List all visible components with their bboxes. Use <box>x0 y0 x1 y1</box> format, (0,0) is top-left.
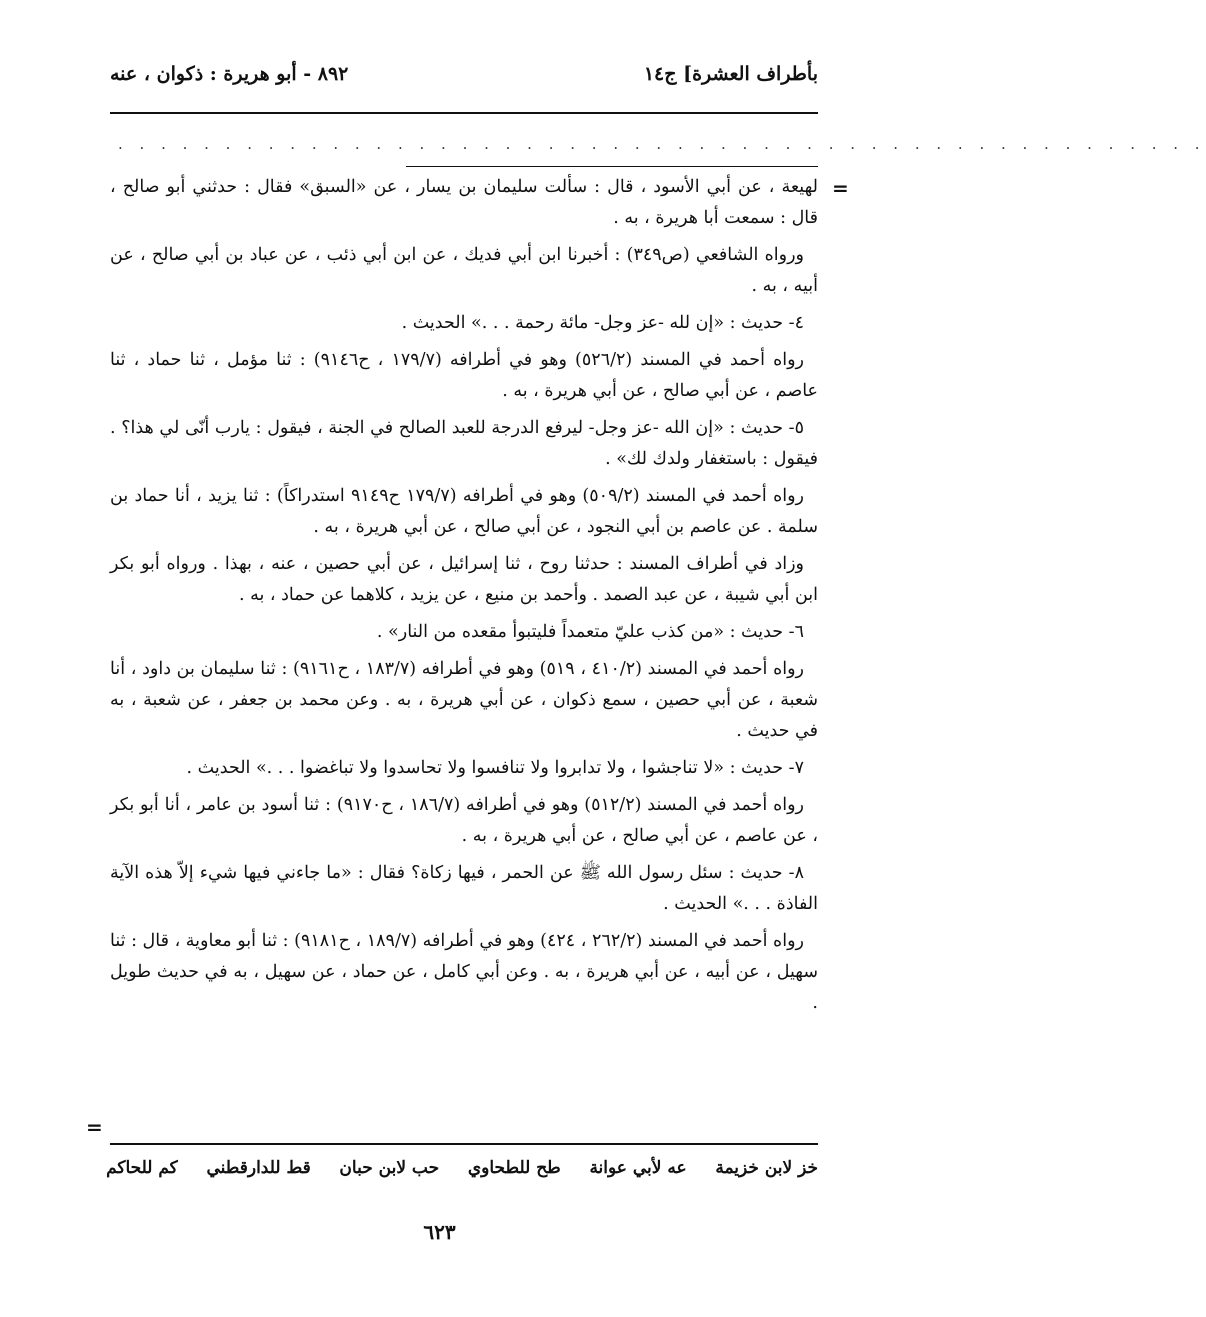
header-left-title: ٨٩٢ - أبو هريرة : ذكوان ، عنه <box>110 63 349 85</box>
continuation-mark-top: = <box>832 176 849 200</box>
paragraph-narration: رواه أحمد في المسند (٥٠٩/٢) وهو في أطرافه (١٧٩/٧ ح٩١٤٩ استدراكاً) : ثنا يزيد ، أنا حماد بن سلمة . عن عاصم بن أبي النجود ، عن أبي صالح ، عن أبي هريرة ، به . <box>110 486 818 537</box>
paragraph-narration: رواه أحمد في المسند (٢٦٢/٢ ، ٤٢٤) وهو في أطرافه (١٨٩/٧ ، ح٩١٨١) : ثنا أبو معاوية ، قال : ثنا سهيل ، عن أبيه ، عن أبي هريرة ، به . وعن أبي كامل ، عن حماد ، عن سهيل ، به في حديث طويل . <box>110 931 818 1013</box>
paragraph-narration: رواه أحمد في المسند (٤١٠/٢ ، ٥١٩) وهو في أطرافه (١٨٣/٧ ، ح٩١٦١) : ثنا سليمان بن داود ، أنا شعبة ، عن أبي حصين ، سمع ذكوان ، عن أبي هريرة ، به . وعن محمد بن جعفر ، عن شعبة ، به في حديث . <box>110 659 818 741</box>
main-text <box>110 172 818 1025</box>
continuation-mark-bottom: = <box>86 1115 103 1139</box>
running-header <box>110 54 818 94</box>
omission-dots: . . . . . . . . . . . . . . . . . . . . . . . . . . . . . . . . . . . . . . . . . . . . . . . . . . . <box>118 135 1206 153</box>
header-divider <box>110 112 818 114</box>
legend-item: طح للطحاوي <box>467 1158 561 1178</box>
hadith-heading-4: ٤- حديث : «إن لله -عز وجل- مائة رحمة . . .» الحديث . <box>401 313 804 333</box>
page-number: ٦٢٣ <box>423 1220 456 1244</box>
hadith-heading-8: ٨- حديث : سئل رسول الله ﷺ عن الحمر ، فيها زكاة؟ فقال : «ما جاءني فيها شيء إلاّ هذه الآية الفاذة . . .» الحديث . <box>110 863 818 914</box>
continuation-rule <box>406 166 818 167</box>
paragraph-narration: رواه أحمد في المسند (٥١٢/٢) وهو في أطرافه (١٨٦/٧ ، ح٩١٧٠) : ثنا أسود بن عامر ، أنا أبو بكر ، عن عاصم ، عن أبي صالح ، عن أبي هريرة ، به . <box>110 795 818 846</box>
legend-item: حب لابن حبان <box>339 1158 440 1178</box>
legend-item: عه لأبي عوانة <box>589 1158 687 1178</box>
header-right-title: بأطراف العشرة] ج١٤ <box>643 63 818 85</box>
hadith-heading-6: ٦- حديث : «من كذب عليّ متعمداً فليتبوأ مقعده من النار» . <box>376 622 804 642</box>
legend-item: خز لابن خزيمة <box>715 1158 818 1178</box>
paragraph-narration: وزاد في أطراف المسند : حدثنا روح ، ثنا إسرائيل ، عن أبي حصين ، عنه ، بهذا . ورواه أبو بكر ابن أبي شيبة ، عن عبد الصمد . وأحمد بن منيع ، عن يزيد ، كلاهما عن حماد ، به . <box>110 554 818 605</box>
hadith-heading-5: ٥- حديث : «إن الله -عز وجل- ليرفع الدرجة للعبد الصالح في الجنة ، فيقول : يارب أنّى لي هذا؟ . فيقول : باستغفار ولدك لك» . <box>110 418 818 469</box>
abbreviation-legend <box>106 1158 818 1188</box>
hadith-heading-7: ٧- حديث : «لا تناجشوا ، ولا تدابروا ولا تنافسوا ولا تحاسدوا ولا تباغضوا . . .» الحديث . <box>186 758 804 778</box>
legend-item: كم للحاكم <box>106 1158 178 1178</box>
paragraph-narration: ورواه الشافعي (ص٣٤٩) : أخبرنا ابن أبي فديك ، عن ابن أبي ذئب ، عن عباد بن أبي صالح ، عن أبيه ، به . <box>110 245 818 296</box>
paragraph-narration: رواه أحمد في المسند (٥٢٦/٢) وهو في أطرافه (١٧٩/٧ ، ح٩١٤٦) : ثنا مؤمل ، ثنا حماد ، ثنا عاصم ، عن أبي صالح ، عن أبي هريرة ، به . <box>110 350 818 401</box>
footer-divider <box>110 1143 818 1145</box>
paragraph-continuation: لهيعة ، عن أبي الأسود ، قال : سألت سليمان بن يسار ، عن «السبق» فقال : حدثني أبو صالح ، قال : سمعت أبا هريرة ، به . <box>110 177 818 228</box>
legend-item: قط للدارقطني <box>206 1158 311 1178</box>
